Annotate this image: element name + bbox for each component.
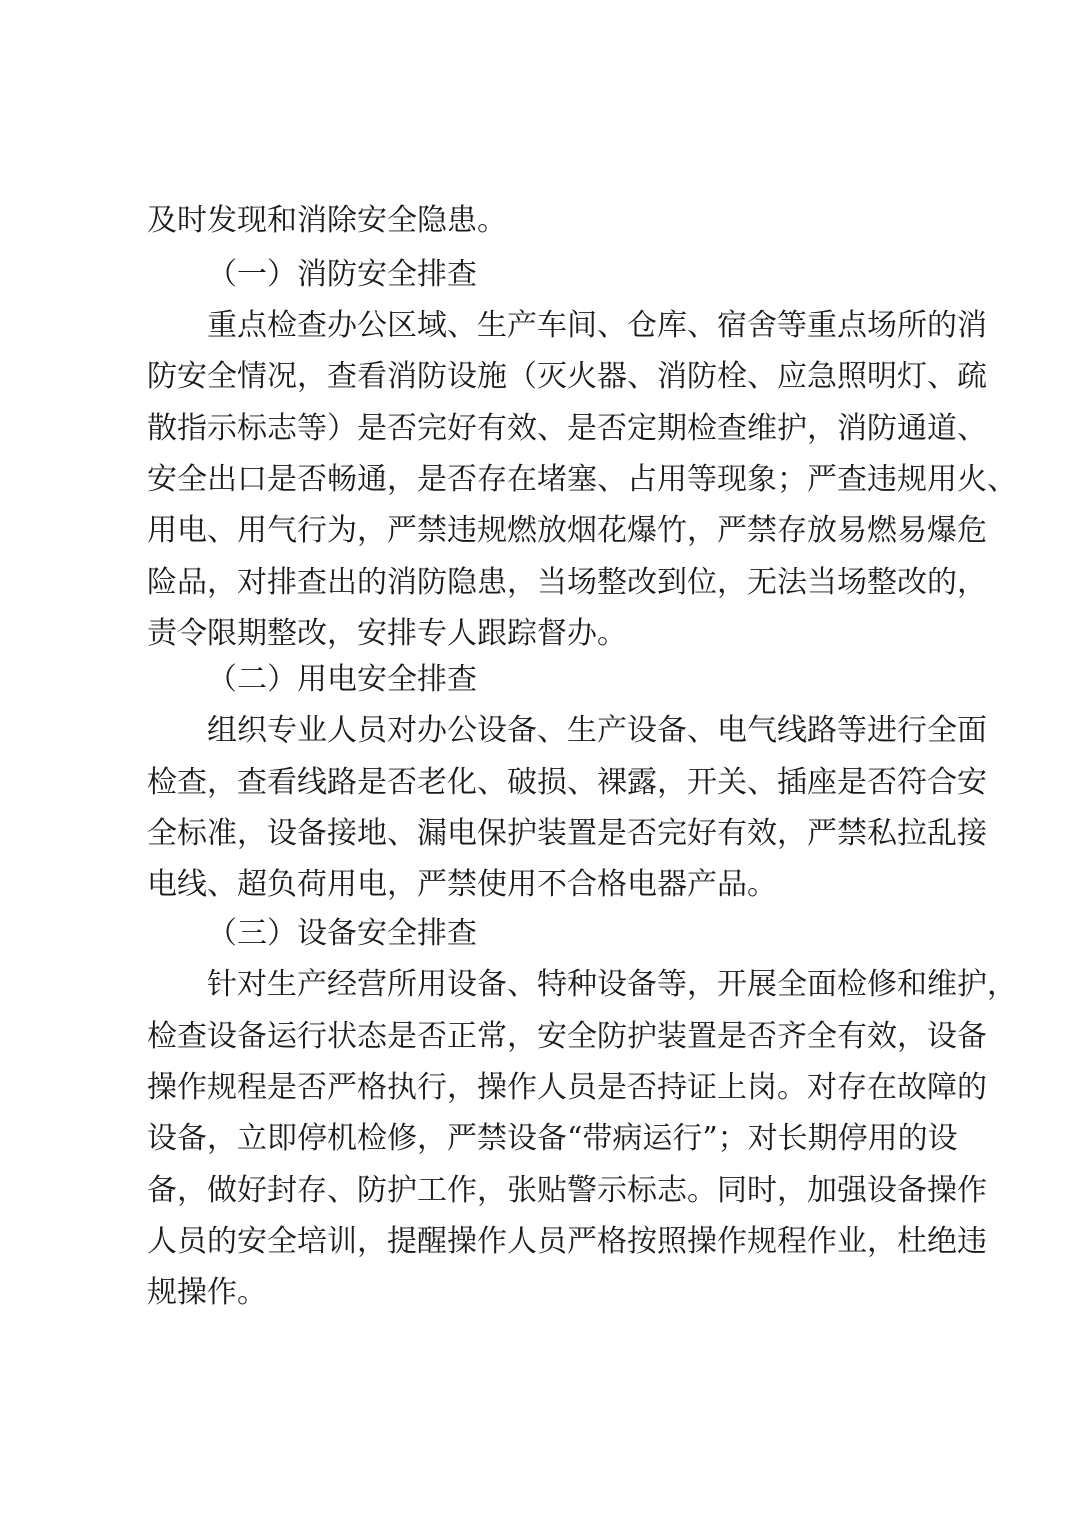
paragraph-line: 针对生产经营所用设备、特种设备等，开展全面检修和维护， [207, 967, 1017, 1002]
paragraph-line: 电线、超负荷用电，严禁使用不合格电器产品。 [147, 867, 777, 902]
paragraph-line: 备，做好封存、防护工作，张贴警示标志。同时，加强设备操作 [147, 1173, 987, 1208]
section-heading-equipment-safety: （三）设备安全排查 [207, 916, 477, 951]
paragraph-line: 人员的安全培训，提醒操作人员严格按照操作规程作业，杜绝违 [147, 1224, 987, 1259]
paragraph-line: 设备，立即停机检修，严禁设备“带病运行”；对长期停用的设 [147, 1121, 958, 1156]
intro-line: 及时发现和消除安全隐患。 [147, 203, 507, 238]
paragraph-line: 险品，对排查出的消防隐患，当场整改到位，无法当场整改的， [147, 565, 987, 600]
paragraph-line: 检查，查看线路是否老化、破损、裸露，开关、插座是否符合安 [147, 765, 987, 800]
section-heading-electrical-safety: （二）用电安全排查 [207, 662, 477, 697]
paragraph-line: 检查设备运行状态是否正常，安全防护装置是否齐全有效，设备 [147, 1019, 987, 1054]
paragraph-line: 防安全情况，查看消防设施（灭火器、消防栓、应急照明灯、疏 [147, 359, 987, 394]
paragraph-line: 散指示标志等）是否完好有效、是否定期检查维护，消防通道、 [147, 411, 987, 446]
paragraph-line: 组织专业人员对办公设备、生产设备、电气线路等进行全面 [207, 713, 987, 748]
paragraph-line: 操作规程是否严格执行，操作人员是否持证上岗。对存在故障的 [147, 1070, 987, 1105]
paragraph-line: 责令限期整改，安排专人跟踪督办。 [147, 616, 627, 651]
paragraph-line: 安全出口是否畅通，是否存在堵塞、占用等现象；严查违规用火、 [147, 462, 1017, 497]
paragraph-line: 重点检查办公区域、生产车间、仓库、宿舍等重点场所的消 [207, 308, 987, 343]
section-heading-fire-safety: （一）消防安全排查 [207, 257, 477, 292]
paragraph-line: 规操作。 [147, 1275, 267, 1310]
paragraph-line: 用电、用气行为，严禁违规燃放烟花爆竹，严禁存放易燃易爆危 [147, 513, 987, 548]
paragraph-line: 全标准，设备接地、漏电保护装置是否完好有效，严禁私拉乱接 [147, 816, 987, 851]
